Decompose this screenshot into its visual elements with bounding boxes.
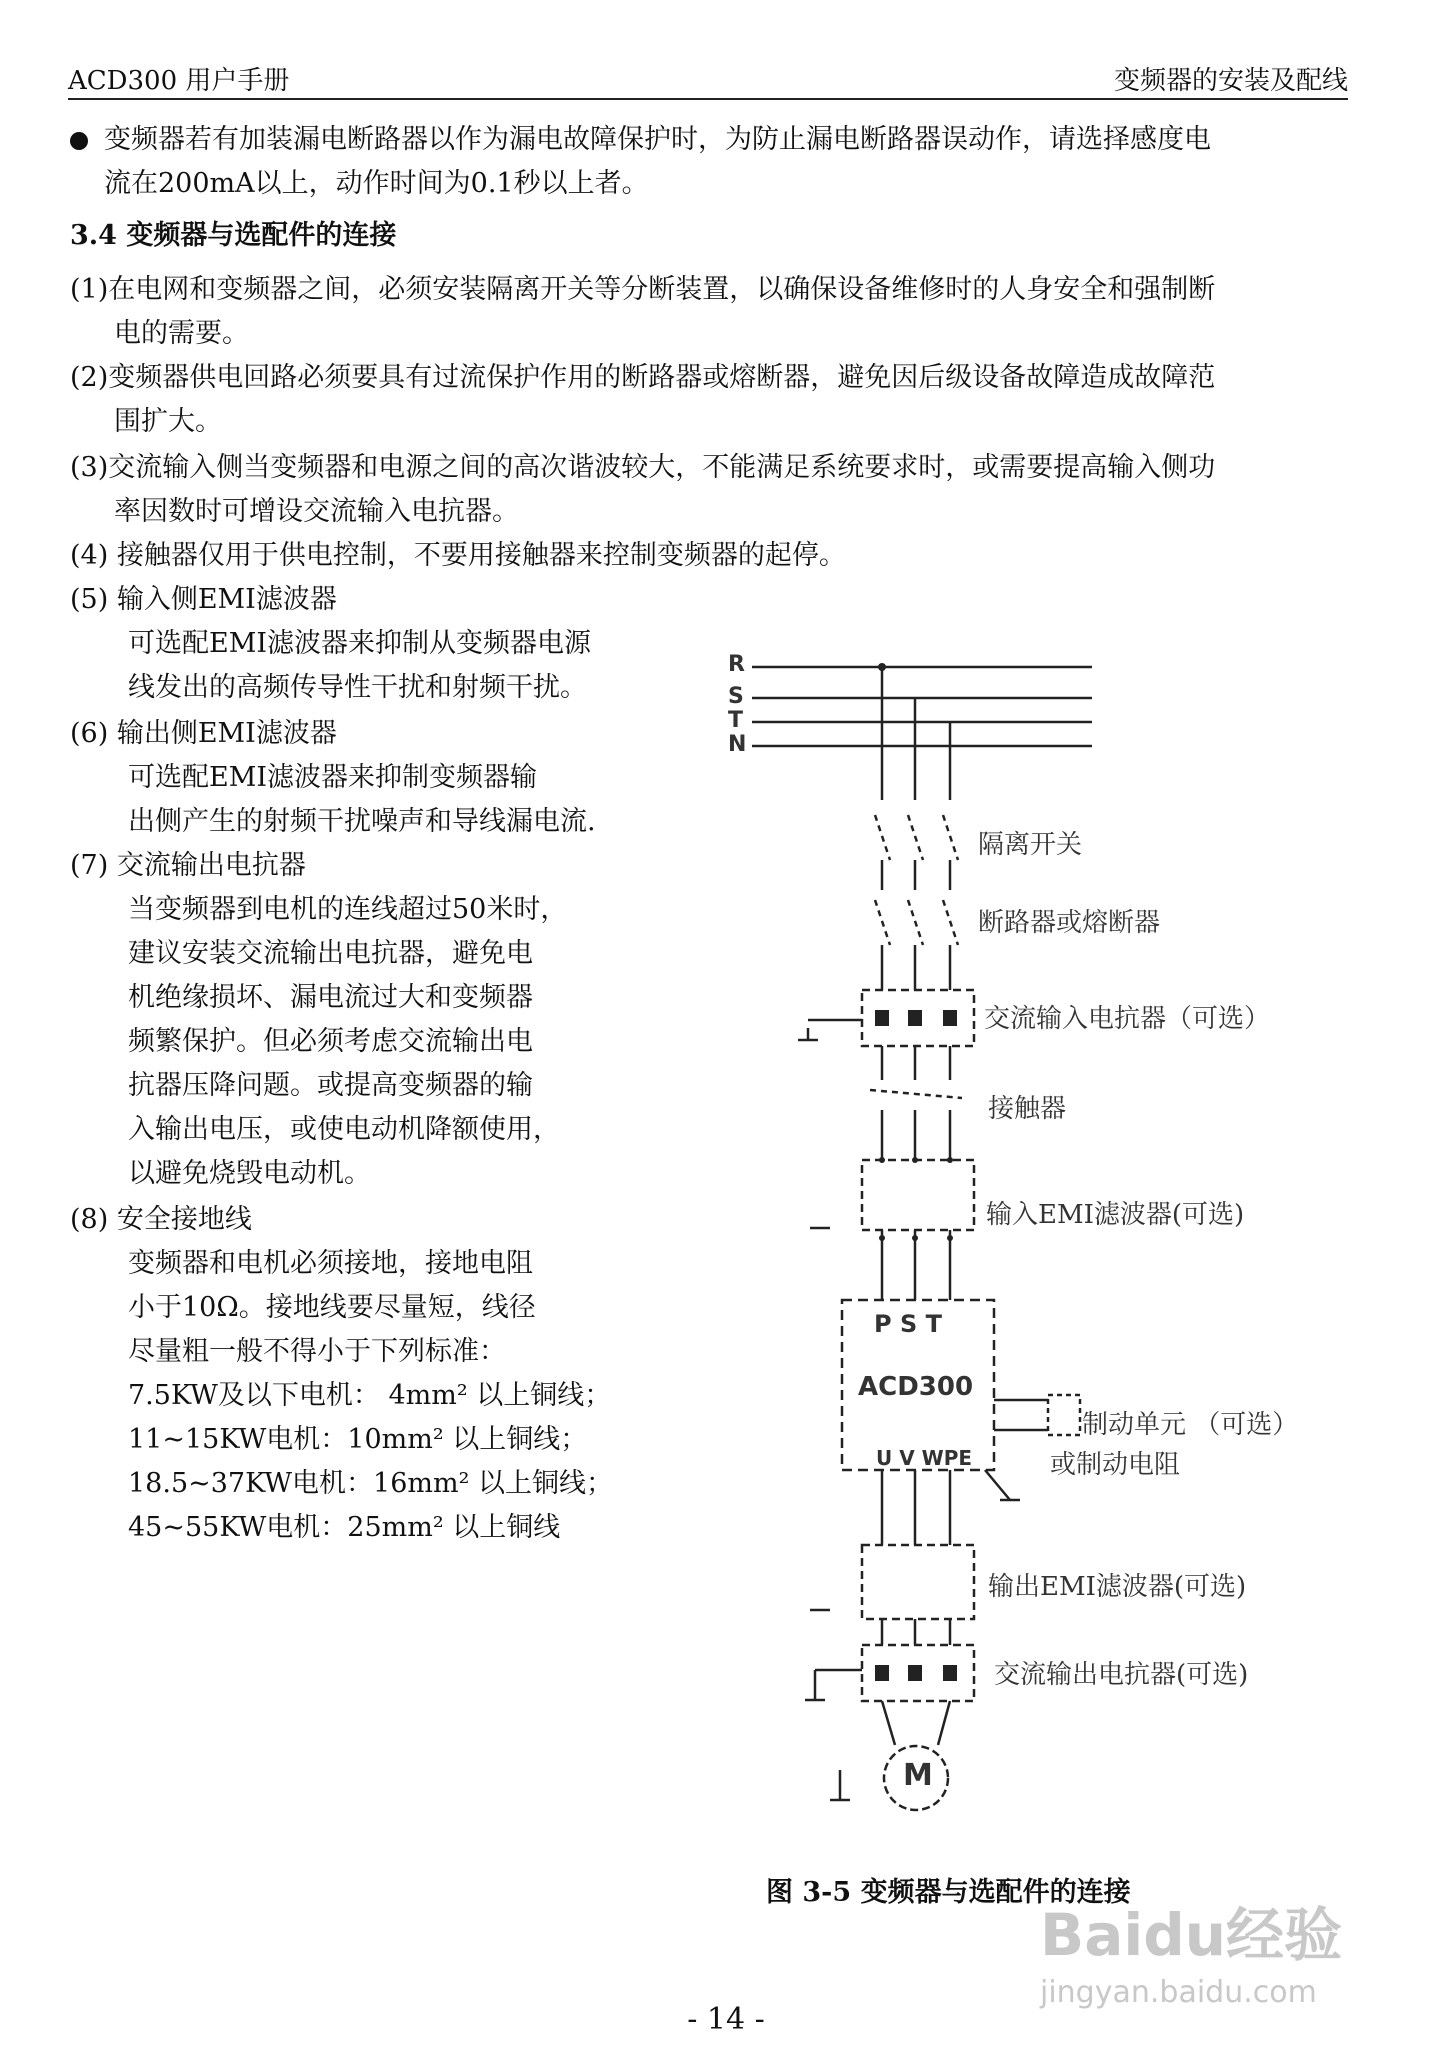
item8-line2: 小于10Ω。接地线要尽量短，线径 <box>128 1292 536 1323</box>
bullet-dot <box>70 132 88 150</box>
item7-line1: 当变频器到电机的连线超过50米时， <box>128 894 568 925</box>
item7-line7: 以避免烧毁电动机。 <box>128 1158 371 1189</box>
bus-label-t: T <box>728 708 744 733</box>
bus-label-r: R <box>728 652 745 677</box>
header-chapter-title: 变频器的安装及配线 <box>1113 66 1348 96</box>
bus-label-s: S <box>728 684 744 709</box>
drive-input-terminals: P S T <box>874 1310 942 1338</box>
drive-model-label: ACD300 <box>858 1372 974 1402</box>
item7-line2: 建议安装交流输出电抗器，避免电 <box>128 938 533 969</box>
input-reactor-label: 交流输入电抗器（可选） <box>984 1004 1271 1034</box>
bullet-text-line1: 变频器若有加装漏电断路器以作为漏电故障保护时，为防止漏电断路器误动作，请选择感度电 <box>104 124 1211 155</box>
baidu-watermark-url: jingyan.baidu.com <box>1040 1975 1317 2010</box>
brake-unit-label: 制动单元 （可选） <box>1082 1410 1299 1440</box>
item3-line1: (3)交流输入侧当变频器和电源之间的高次谐波较大，不能满足系统要求时，或需要提高输入侧功 <box>70 452 1216 483</box>
item7-line5: 抗器压降问题。或提高变频器的输 <box>128 1070 533 1101</box>
breaker-label: 断路器或熔断器 <box>978 908 1161 938</box>
item1-line2: 电的需要。 <box>114 318 249 349</box>
item3-line2: 率因数时可增设交流输入电抗器。 <box>114 496 519 527</box>
page-number: - 14 - <box>687 2002 765 2037</box>
item6-line2: 出侧产生的射频干扰噪声和导线漏电流. <box>128 806 596 837</box>
item2-line1: (2)变频器供电回路必须要具有过流保护作用的断路器或熔断器，避免因后级设备故障造成故障范 <box>70 362 1216 393</box>
item7-line4: 频繁保护。但必须考虑交流输出电 <box>128 1026 533 1057</box>
contactor-label: 接触器 <box>988 1094 1067 1124</box>
item8-title: (8) 安全接地线 <box>70 1204 252 1235</box>
item5-line2: 线发出的高频传导性干扰和射频干扰。 <box>128 672 587 703</box>
item4-line1: (4) 接触器仅用于供电控制，不要用接触器来控制变频器的起停。 <box>70 540 846 571</box>
item8-line6: 18.5~37KW电机：16mm² 以上铜线； <box>128 1468 614 1499</box>
motor-label: M <box>903 1758 933 1793</box>
item8-line7: 45~55KW电机：25mm² 以上铜线 <box>128 1512 561 1543</box>
brake-resistor-label: 或制动电阻 <box>1050 1450 1181 1480</box>
header-manual-title: ACD300 用户手册 <box>68 66 290 96</box>
item8-line3: 尽量粗一般不得小于下列标准： <box>128 1336 506 1367</box>
item7-line6: 入输出电压，或使电动机降额使用， <box>128 1114 560 1145</box>
item6-title: (6) 输出侧EMI滤波器 <box>70 718 337 749</box>
bus-label-n: N <box>728 732 747 757</box>
item8-line4: 7.5KW及以下电机： 4mm² 以上铜线； <box>128 1380 612 1411</box>
item1-line1: (1)在电网和变频器之间，必须安装隔离开关等分断装置，以确保设备维修时的人身安全和强制断 <box>70 274 1216 305</box>
item5-title: (5) 输入侧EMI滤波器 <box>70 584 337 615</box>
page-header <box>68 58 1348 100</box>
section-title: 3.4 变频器与选配件的连接 <box>70 220 397 251</box>
isolator-label: 隔离开关 <box>978 830 1083 860</box>
item5-line1: 可选配EMI滤波器来抑制从变频器电源 <box>128 628 592 659</box>
output-emi-label: 输出EMI滤波器(可选) <box>988 1572 1247 1602</box>
item7-line3: 机绝缘损坏、漏电流过大和变频器 <box>128 982 533 1013</box>
output-reactor-label: 交流输出电抗器(可选) <box>994 1660 1249 1690</box>
item2-line2: 围扩大。 <box>114 406 222 437</box>
item8-line5: 11~15KW电机：10mm² 以上铜线； <box>128 1424 588 1455</box>
item7-title: (7) 交流输出电抗器 <box>70 850 306 881</box>
item8-line1: 变频器和电机必须接地，接地电阻 <box>128 1248 533 1279</box>
drive-output-terminals: U V WPE <box>876 1446 973 1470</box>
figure-caption: 图 3-5 变频器与选配件的连接 <box>766 1877 1131 1908</box>
item6-line1: 可选配EMI滤波器来抑制变频器输 <box>128 762 538 793</box>
baidu-watermark: Baidu经验 <box>1040 1901 1343 1969</box>
bullet-text-line2: 流在200mA以上，动作时间为0.1秒以上者。 <box>104 168 649 199</box>
input-emi-label: 输入EMI滤波器(可选) <box>986 1200 1245 1230</box>
